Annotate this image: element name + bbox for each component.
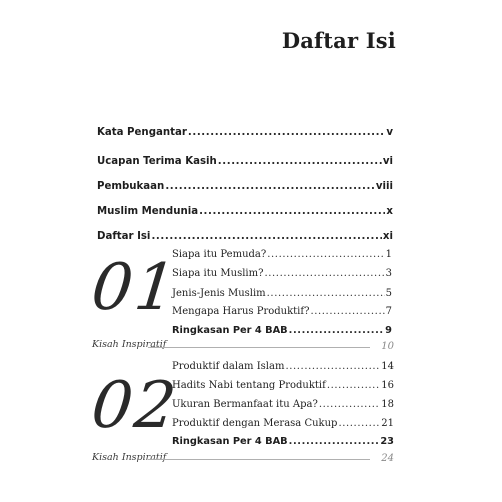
toc-subentry-label: Ringkasan Per 4 BAB	[172, 436, 288, 447]
toc-leader-dots	[327, 380, 380, 391]
toc-subentry-label: Produktif dengan Merasa Cukup	[172, 418, 338, 429]
signature-kisah-inspiratif: Kisah Inspiratif	[92, 339, 167, 350]
toc-subentry-page: 5	[385, 288, 392, 299]
signature-page-number: 24	[381, 453, 394, 464]
signature-kisah-inspiratif: Kisah Inspiratif	[92, 452, 167, 463]
toc-subentry[interactable]	[172, 380, 394, 394]
toc-subentry-label: Ringkasan Per 4 BAB	[172, 325, 288, 336]
toc-subentry-label: Hadits Nabi tentang Produktif	[172, 380, 326, 391]
toc-entry[interactable]	[97, 231, 393, 245]
toc-entry[interactable]	[97, 127, 393, 141]
toc-leader-dots	[218, 156, 382, 167]
section-divider-rule	[148, 459, 370, 460]
section-number: 02	[88, 369, 182, 443]
toc-leader-dots	[165, 181, 375, 192]
toc-subentry-page: 3	[385, 268, 392, 279]
signature-page-number: 10	[381, 341, 394, 352]
toc-entry-label: Kata Pengantar	[97, 127, 187, 138]
toc-entry[interactable]	[97, 156, 393, 170]
toc-entry-page: v	[386, 127, 393, 138]
toc-leader-dots	[285, 361, 380, 372]
toc-subentry[interactable]	[172, 361, 394, 375]
toc-subentry[interactable]	[172, 306, 392, 320]
toc-entry[interactable]	[97, 206, 393, 220]
toc-leader-dots	[199, 206, 385, 217]
section-divider-rule	[148, 347, 370, 348]
toc-subentry-label: Siapa itu Pemuda?	[172, 249, 267, 260]
toc-entry-page: vi	[382, 156, 393, 167]
toc-subentry[interactable]	[172, 288, 392, 302]
toc-entry-page: xi	[382, 231, 393, 242]
toc-leader-dots	[264, 268, 384, 279]
toc-subentry-page: 7	[385, 306, 392, 317]
toc-leader-dots	[338, 418, 380, 429]
toc-entry-label: Daftar Isi	[97, 231, 151, 242]
toc-subentry-page: 23	[380, 436, 394, 447]
toc-entry[interactable]	[97, 181, 393, 195]
toc-subentry-label: Mengapa Harus Produktif?	[172, 306, 310, 317]
toc-subentry-page: 16	[381, 380, 394, 391]
toc-subentry-label: Ukuran Bermanfaat itu Apa?	[172, 399, 318, 410]
toc-leader-dots	[289, 436, 380, 447]
toc-leader-dots	[289, 325, 385, 336]
toc-leader-dots	[267, 288, 385, 299]
toc-leader-dots	[267, 249, 384, 260]
toc-subentry-page: 18	[381, 399, 394, 410]
toc-entry-page: viii	[375, 181, 393, 192]
section-number: 01	[88, 251, 182, 325]
toc-subentry[interactable]	[172, 399, 394, 413]
toc-subentry-summary[interactable]	[172, 436, 394, 450]
toc-leader-dots	[310, 306, 384, 317]
toc-entry-label: Muslim Mendunia	[97, 206, 199, 217]
toc-subentry-page: 9	[385, 325, 392, 336]
toc-subentry-page: 14	[381, 361, 394, 372]
toc-entry-label: Pembukaan	[97, 181, 165, 192]
toc-subentry[interactable]	[172, 418, 394, 432]
toc-entry-page: x	[386, 206, 393, 217]
toc-subentry[interactable]	[172, 249, 392, 263]
toc-leader-dots	[188, 127, 385, 138]
toc-subentry[interactable]	[172, 268, 392, 282]
toc-leader-dots	[319, 399, 380, 410]
toc-subentry-page: 1	[385, 249, 392, 260]
toc-subentry-page: 21	[381, 418, 394, 429]
page-title: Daftar Isi	[281, 28, 396, 53]
toc-subentry-label: Jenis-Jenis Muslim	[172, 288, 266, 299]
toc-subentry-label: Produktif dalam Islam	[172, 361, 285, 372]
toc-leader-dots	[151, 231, 381, 242]
toc-subentry-label: Siapa itu Muslim?	[172, 268, 264, 279]
toc-subentry-summary[interactable]	[172, 325, 392, 339]
toc-entry-label: Ucapan Terima Kasih	[97, 156, 217, 167]
